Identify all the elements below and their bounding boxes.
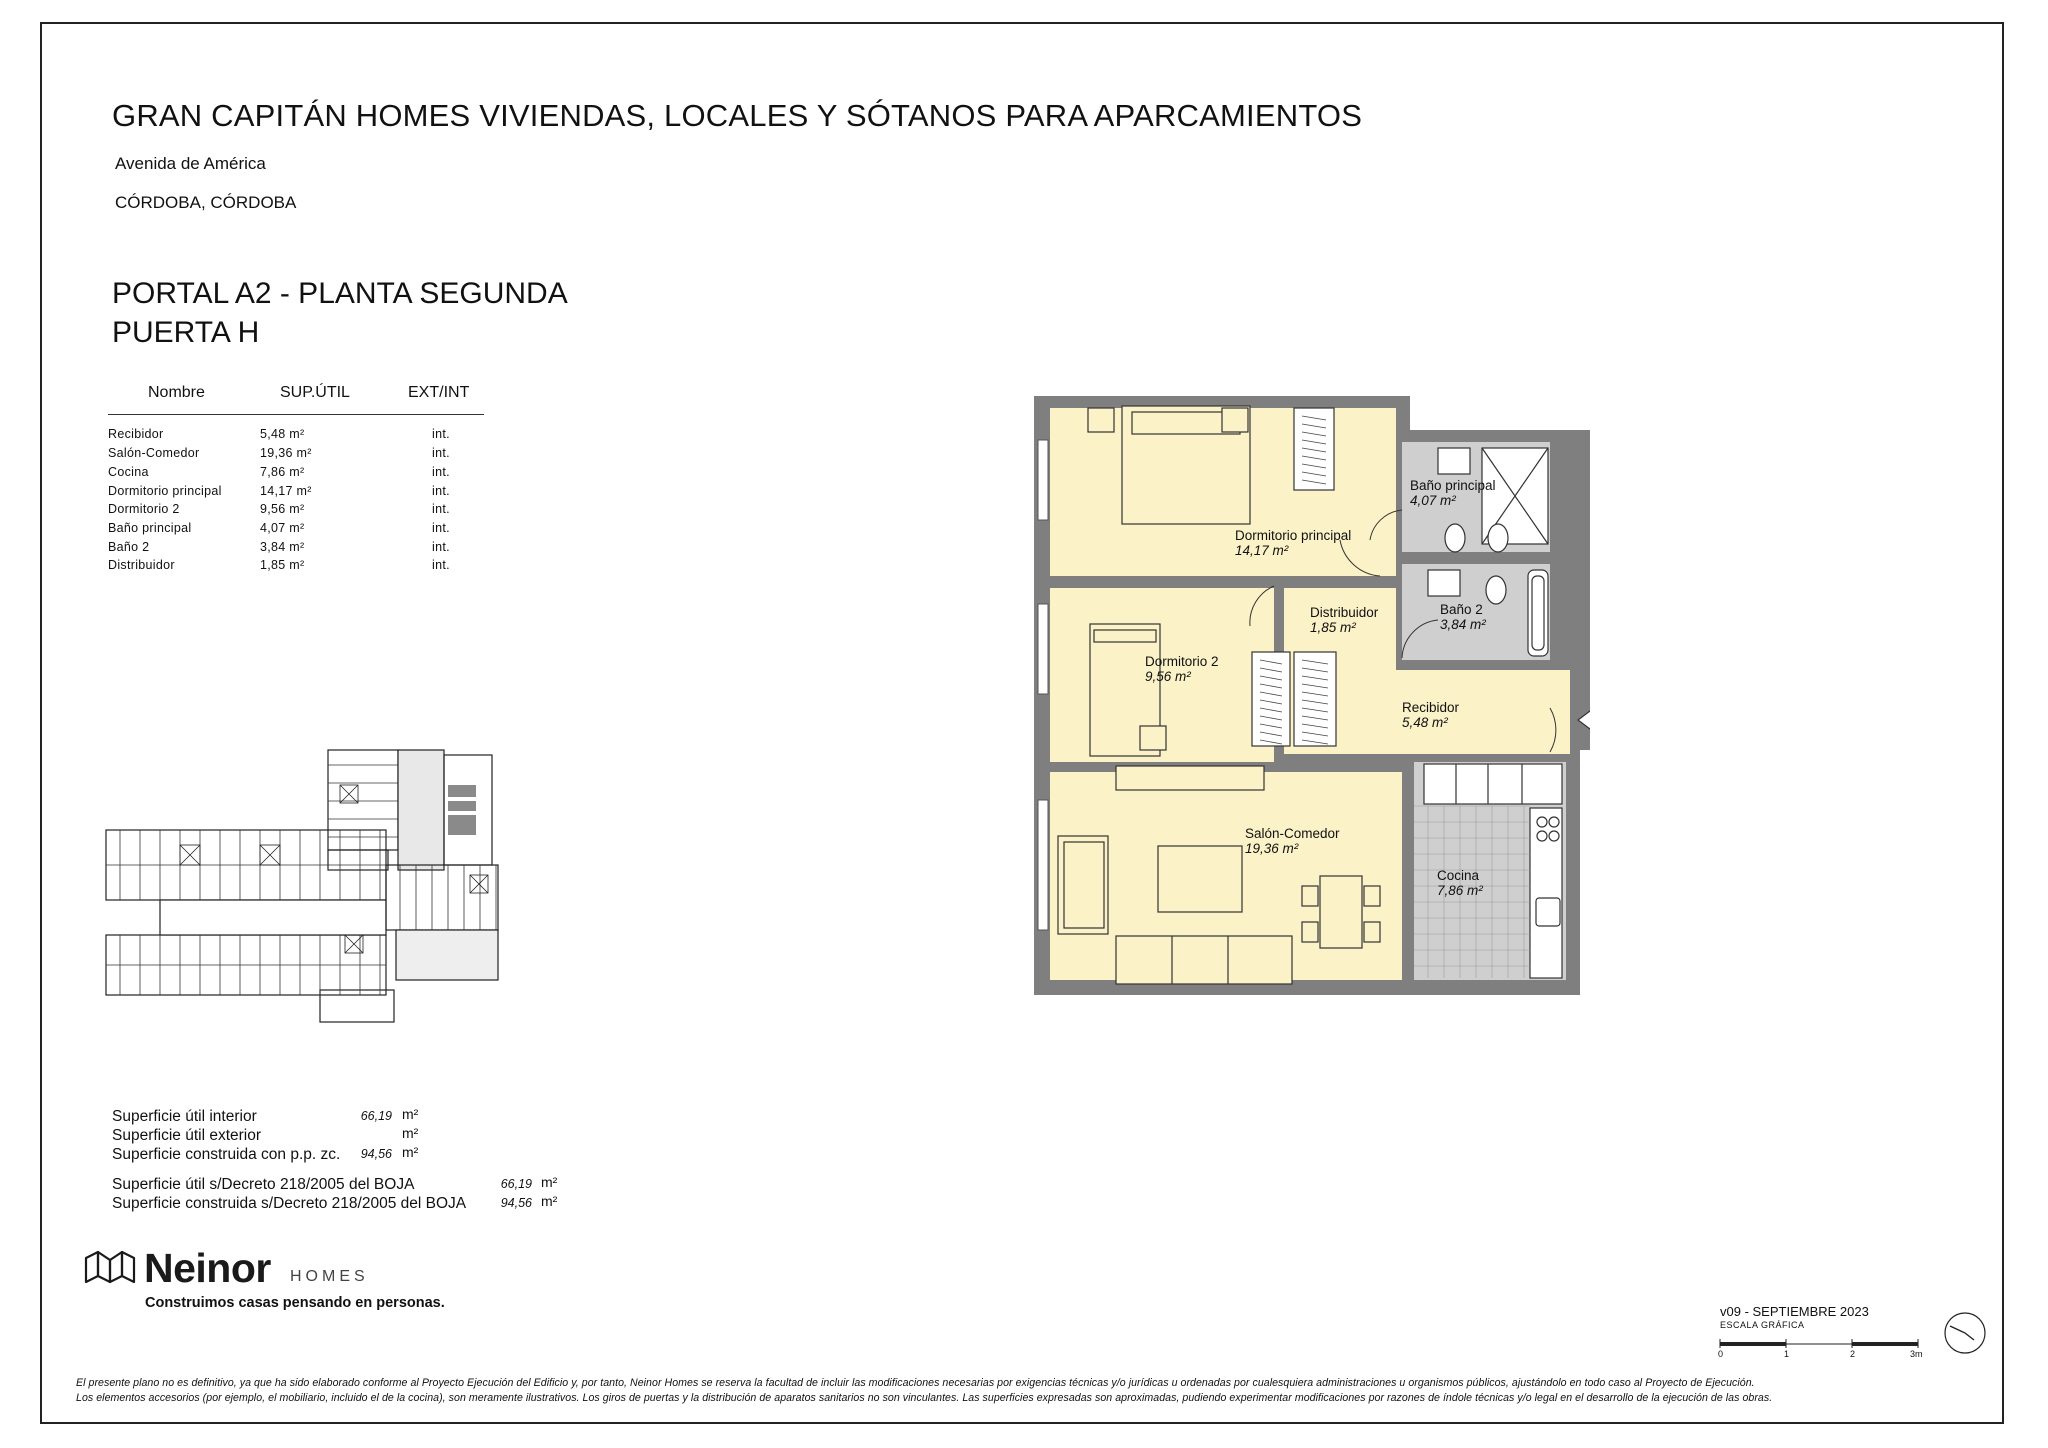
table-header-rule <box>108 414 484 415</box>
plan-label-salon-comedor <box>1245 826 1340 856</box>
table-header-type: EXT/INT <box>408 384 470 401</box>
plan-room-area: 19,36 m² <box>1245 841 1299 856</box>
plan-room-area: 3,84 m² <box>1440 617 1486 632</box>
table-row <box>108 427 468 446</box>
summary-unit: m² <box>402 1125 419 1141</box>
plan-room-name: Dormitorio principal <box>1235 528 1352 543</box>
plan-label-recibidor <box>1402 700 1459 730</box>
brand-sub: HOMES <box>290 1268 369 1285</box>
disclaimer-line-2: Los elementos accesorios (por ejemplo, el mobiliario, incluido el de la cocina), son meramente ilustrativos. Los giros de puertas y la distribución de aparatos sanitarios no son vinculantes. Las superficies expresadas son aproximadas, pudiendo experimentar modificaciones por razones de índole técnicas y/o legal en el desarrollo de la ejecución de las obras. <box>76 1392 1773 1404</box>
row-type: int. <box>432 521 450 535</box>
plan-label-dormitorio-principal <box>1235 528 1351 558</box>
scale-tick-1: 1 <box>1784 1349 1790 1359</box>
scale-label: ESCALA GRÁFICA <box>1720 1320 1805 1330</box>
plan-room-name: Distribuidor <box>1310 605 1379 620</box>
row-type: int. <box>432 540 450 554</box>
table-row <box>108 502 468 521</box>
row-area: 5,48 m² <box>260 427 305 441</box>
plan-room-area: 14,17 m² <box>1235 543 1289 558</box>
portal-floor-title: PORTAL A2 - PLANTA SEGUNDA <box>112 277 568 310</box>
row-area: 19,36 m² <box>260 446 312 460</box>
scale-tick-0: 0 <box>1718 1349 1724 1359</box>
plan-room-area: 7,86 m² <box>1437 883 1483 898</box>
page-frame <box>40 22 2004 1424</box>
neinor-logo-icon <box>84 1250 136 1284</box>
plan-room-area: 9,56 m² <box>1145 669 1191 684</box>
row-area: 4,07 m² <box>260 521 305 535</box>
summary-interior-label: Superficie útil interior <box>112 1108 257 1125</box>
plan-room-area: 5,48 m² <box>1402 715 1448 730</box>
row-type: int. <box>432 427 450 441</box>
brand-name: Neinor <box>144 1245 271 1291</box>
summary-built-value: 94,56 <box>360 1147 392 1161</box>
scale-tick-2: 2 <box>1850 1349 1856 1359</box>
summary-built-label: Superficie construida con p.p. zc. <box>112 1146 341 1163</box>
plan-label-bano-principal <box>1410 478 1496 508</box>
row-area: 7,86 m² <box>260 465 305 479</box>
row-name: Dormitorio 2 <box>108 502 180 516</box>
table-row <box>108 540 468 559</box>
plan-room-name: Cocina <box>1437 868 1480 883</box>
key-plan-drawing <box>100 745 520 1030</box>
row-area: 1,85 m² <box>260 558 305 572</box>
scale-bar <box>1718 1336 1924 1350</box>
summary-interior-value: 66,19 <box>360 1109 392 1123</box>
table-header-area: SUP.ÚTIL <box>280 384 350 401</box>
plan-label-distribuidor <box>1310 605 1378 635</box>
summary-decree-useful-label: Superficie útil s/Decreto 218/2005 del BOJA <box>112 1176 415 1193</box>
row-name: Baño 2 <box>108 540 150 554</box>
door-title: PUERTA H <box>112 316 260 349</box>
row-name: Dormitorio principal <box>108 484 222 498</box>
plan-label-bano-2 <box>1440 602 1486 632</box>
plan-room-area: 4,07 m² <box>1410 493 1456 508</box>
row-name: Cocina <box>108 465 149 479</box>
brand-slogan: Construimos casas pensando en personas. <box>145 1295 445 1311</box>
table-row <box>108 465 468 484</box>
address-street: Avenida de América <box>115 154 266 173</box>
summary-exterior-label: Superficie útil exterior <box>112 1127 262 1144</box>
row-name: Salón-Comedor <box>108 446 200 460</box>
summary-unit: m² <box>402 1144 419 1160</box>
plan-room-name: Recibidor <box>1402 700 1460 715</box>
row-type: int. <box>432 465 450 479</box>
summary-unit: m² <box>541 1193 558 1209</box>
summary-unit: m² <box>402 1106 419 1122</box>
row-area: 9,56 m² <box>260 502 305 516</box>
floor-plan-drawing <box>1030 390 1590 1010</box>
address-city: CÓRDOBA, CÓRDOBA <box>115 193 297 212</box>
version-label: v09 - SEPTIEMBRE 2023 <box>1720 1304 1869 1319</box>
plan-label-cocina <box>1437 868 1483 898</box>
row-type: int. <box>432 558 450 572</box>
row-type: int. <box>432 484 450 498</box>
row-name: Distribuidor <box>108 558 175 572</box>
table-row <box>108 558 468 577</box>
plan-room-name: Baño principal <box>1410 478 1496 493</box>
scale-tick-3: 3m <box>1910 1349 1923 1359</box>
summary-decree-built-label: Superficie construida s/Decreto 218/2005 del BOJA <box>112 1195 467 1212</box>
table-header-name: Nombre <box>148 384 205 401</box>
summary-decree-built-value: 94,56 <box>500 1196 532 1210</box>
row-area: 3,84 m² <box>260 540 305 554</box>
summary-decree-useful-value: 66,19 <box>500 1177 532 1191</box>
row-name: Recibidor <box>108 427 164 441</box>
plan-room-name: Dormitorio 2 <box>1145 654 1219 669</box>
plan-room-name: Salón-Comedor <box>1245 826 1340 841</box>
plan-room-area: 1,85 m² <box>1310 620 1356 635</box>
plan-label-dormitorio-2 <box>1145 654 1219 684</box>
table-row <box>108 521 468 540</box>
row-type: int. <box>432 502 450 516</box>
table-row <box>108 446 468 465</box>
page-title: GRAN CAPITÁN HOMES VIVIENDAS, LOCALES Y SÓTANOS PARA APARCAMIENTOS <box>112 98 1363 133</box>
plan-room-name: Baño 2 <box>1440 602 1483 617</box>
summary-unit: m² <box>541 1174 558 1190</box>
row-area: 14,17 m² <box>260 484 312 498</box>
row-type: int. <box>432 446 450 460</box>
table-row <box>108 484 468 503</box>
disclaimer-line-1: El presente plano no es definitivo, ya que ha sido elaborado conforme al Proyecto Ejecución del Edificio y, por tanto, Neinor Homes se reserva la facultad de incluir las modificaciones necesarias por exigencias técnicas y/o jurídicas u ordenadas por cualesquiera administraciones u organismos públicos, ajustándolo en todo caso al Proyecto de Ejecución. <box>76 1377 1755 1389</box>
row-name: Baño principal <box>108 521 192 535</box>
north-arrow-icon <box>1942 1310 1988 1356</box>
